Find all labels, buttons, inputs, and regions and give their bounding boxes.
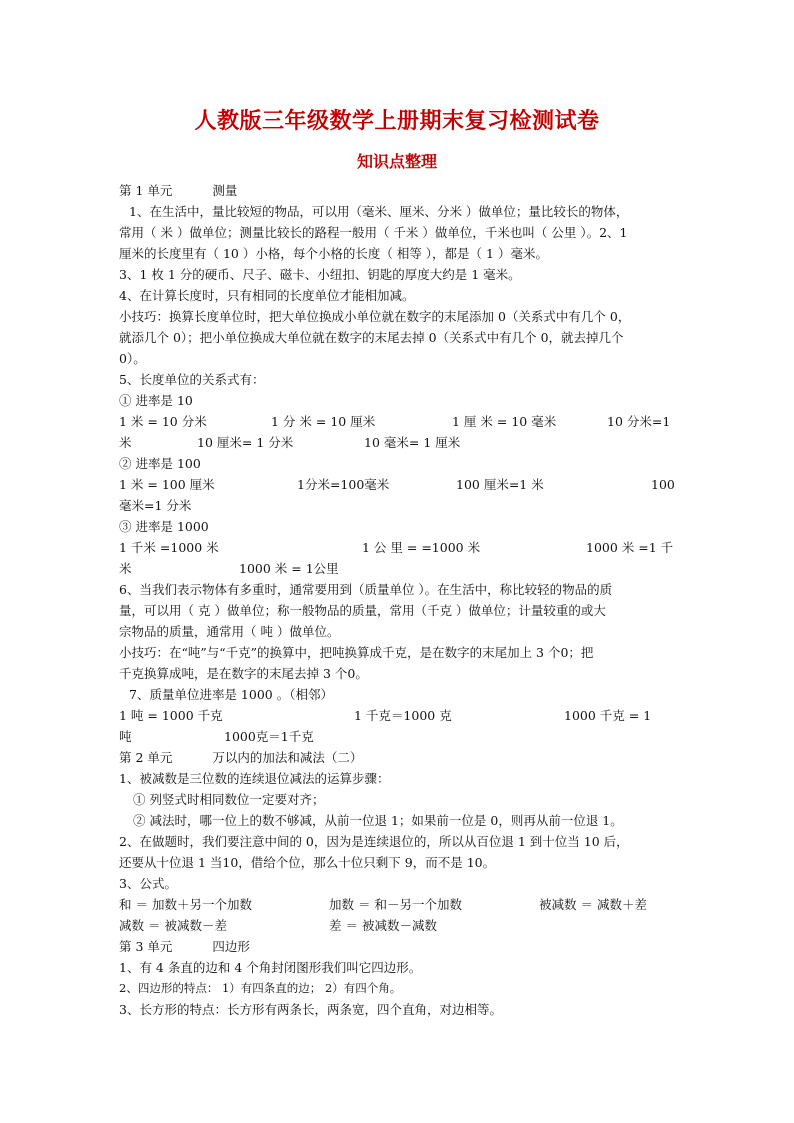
relation-row: [119, 495, 679, 516]
formula-row: [119, 894, 679, 915]
tip-line: 小技巧：在“吨”与“千克”的换算中，把吨换算成千克，是在数字的末尾加上 3 个0；把: [119, 645, 594, 660]
text-line: ③ 进率是 1000: [119, 519, 209, 534]
text-line: 1、在生活中，量比较短的物品，可以用（毫米、厘米、分米 ）做单位；量比较长的物体，: [129, 204, 629, 219]
relation-row: [119, 474, 679, 495]
text-line: 3、公式。: [119, 876, 177, 891]
tip-line: 就添几个 0）；把小单位换成大单位就在数字的末尾去掉 0（关系式中有几个 0，就去掉几个: [119, 330, 624, 345]
relation-cell: 米: [119, 435, 132, 450]
text-line: 厘米的长度里有（ 10 ）小格，每个小格的长度（ 相等 ），都是（ 1 ）毫米。: [119, 246, 548, 261]
relation-cell: 1 分 米 = 10 厘米: [271, 414, 376, 429]
text-line: ② 减法时，哪一位上的数不够减，从前一位退 1；如果前一位是 0，则再从前一位退 1。: [133, 813, 623, 828]
relation-cell: 10 分米=1: [607, 414, 671, 429]
text-line: ① 进率是 10: [119, 393, 193, 408]
unit-3-heading: 第 3 单元 四边形: [119, 939, 250, 954]
document-subtitle: 知识点整理: [356, 152, 437, 171]
relation-row: [119, 432, 679, 453]
relation-cell: 1 厘 米 = 10 毫米: [452, 414, 557, 429]
text-line: 4、在计算长度时，只有相同的长度单位才能相加减。: [119, 288, 415, 303]
tip-line: 0）。: [119, 351, 146, 366]
formula-cell: 减数 ＝ 被减数－差: [119, 918, 227, 933]
relation-row: [119, 726, 679, 747]
relation-cell: 米: [119, 561, 132, 576]
relation-cell: 1000 米 =1 千: [586, 540, 674, 555]
relation-cell: 毫米=1 分米: [119, 498, 192, 513]
relation-cell: 10 毫米= 1 厘米: [364, 435, 461, 450]
relation-cell: 1 米 = 10 分米: [119, 414, 207, 429]
relation-cell: 1000 千克 = 1: [564, 708, 652, 723]
tip-line: 小技巧：换算长度单位时，把大单位换成小单位就在数字的末尾添加 0（关系式中有几个 0，: [119, 309, 631, 324]
relation-cell: 10 厘米= 1 分米: [197, 435, 294, 450]
formula-cell: 加数 ＝ 和－另一个加数: [329, 897, 462, 912]
text-line: ② 进率是 100: [119, 456, 201, 471]
text-line: 2、在做题时，我们要注意中间的 0，因为是连续退位的，所以从百位退 1 到十位当 10 后，: [119, 834, 629, 849]
relation-cell: 100 厘米=1 米: [456, 477, 544, 492]
text-line: 2、四边形的特点： 1）有四条直的边； 2）有四个角。: [119, 981, 402, 995]
text-line: 常用（ 米 ）做单位；测量比较长的路程一般用（ 千米 ）做单位，千米也叫（ 公里 ）。2、1: [119, 225, 628, 240]
text-line: 1、被减数是三位数的连续退位减法的运算步骤：: [119, 771, 390, 786]
relation-cell: 1 千克＝1000 克: [354, 708, 452, 723]
relation-cell: 1分米=100毫米: [297, 477, 390, 492]
text-line: 还要从十位退 1 当10，借给个位，那么十位只剩下 9，而不是 10。: [119, 855, 496, 870]
relation-cell: 1 公 里 = =1000 米: [362, 540, 481, 555]
text-line: 3、1 枚 1 分的硬币、尺子、磁卡、小纽扣、钥匙的厚度大约是 1 毫米。: [119, 267, 521, 282]
formula-cell: 被减数 ＝ 减数＋差: [539, 897, 647, 912]
relation-cell: 1 吨 = 1000 千克: [119, 708, 223, 723]
relation-cell: 1 千米 =1000 米: [119, 540, 219, 555]
text-line: 量，可以用（ 克 ）做单位；称一般物品的质量，常用（千克 ）做单位；计量较重的或大: [119, 603, 606, 618]
relation-cell: 100: [651, 477, 675, 492]
relation-cell: 1 米 = 100 厘米: [119, 477, 215, 492]
text-line: 7、质量单位进率是 1000 。（相邻）: [129, 687, 333, 702]
text-line: 宗物品的质量，通常用（ 吨 ）做单位。: [119, 624, 340, 639]
relation-cell: 1000克＝1千克: [224, 729, 314, 744]
formula-row: [119, 915, 679, 936]
relation-cell: 1000 米 = 1公里: [239, 561, 339, 576]
text-line: 3、长方形的特点：长方形有两条长，两条宽，四个直角，对边相等。: [119, 1002, 502, 1017]
document-body: [119, 180, 679, 1020]
relation-row: [119, 537, 679, 558]
relation-row: [119, 558, 679, 579]
relation-row: [119, 705, 679, 726]
relation-cell: 吨: [119, 729, 132, 744]
formula-cell: 和 ＝ 加数＋另一个加数: [119, 897, 252, 912]
text-line: ① 列竖式时相同数位一定要对齐；: [133, 792, 325, 807]
document-title: 人教版三年级数学上册期末复习检测试卷: [194, 108, 600, 134]
text-line: 6、当我们表示物体有多重时，通常要用到（质量单位 ）。在生活中，称比较轻的物品的质: [119, 582, 613, 597]
text-line: 5、长度单位的关系式有：: [119, 372, 265, 387]
unit-2-heading: 第 2 单元 万以内的加法和减法（二）: [119, 750, 363, 765]
relation-row: [119, 411, 679, 432]
formula-cell: 差 ＝ 被减数－减数: [329, 918, 437, 933]
unit-1-heading: 第 1 单元 测量: [119, 183, 238, 198]
text-line: 1、有 4 条直的边和 4 个角封闭图形我们叫它四边形。: [119, 960, 422, 975]
tip-line: 千克换算成吨，是在数字的末尾去掉 3 个0。: [119, 666, 368, 681]
